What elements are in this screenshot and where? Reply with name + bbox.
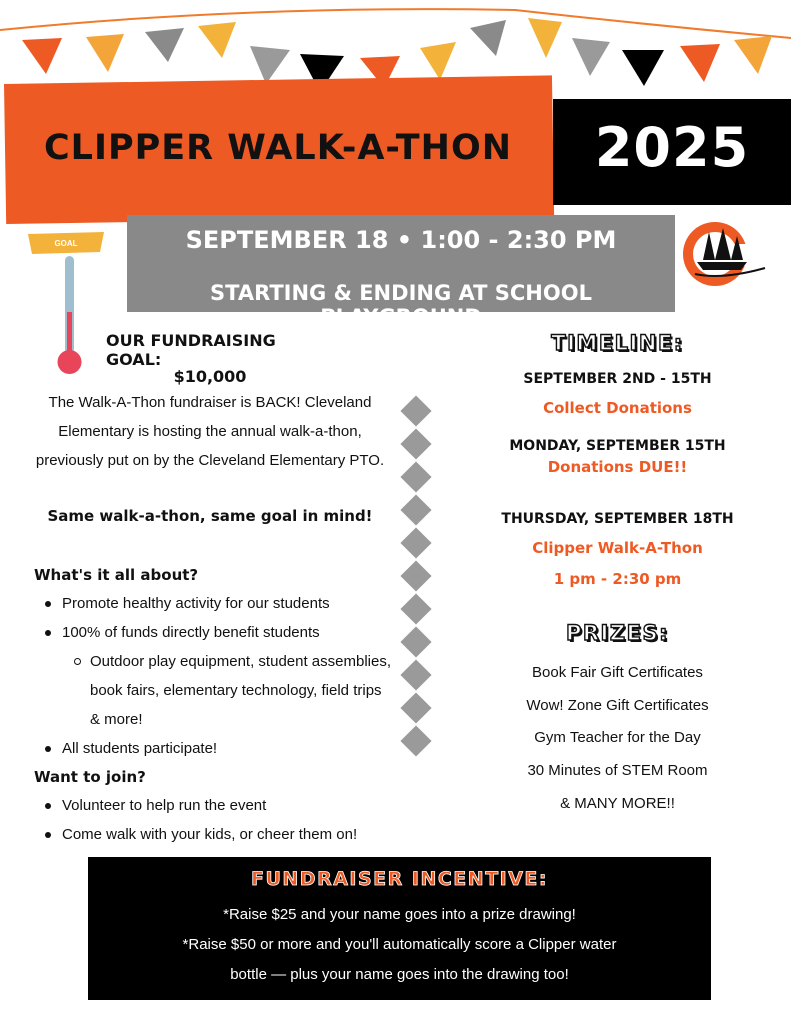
list-item: Volunteer to help run the event <box>34 791 394 820</box>
join-list <box>34 791 394 849</box>
timeline-event: Clipper Walk-A-Thon <box>532 539 703 557</box>
diamond-shape <box>400 692 431 723</box>
prizes-heading: PRIZES: <box>566 621 669 645</box>
diamond-divider <box>400 392 434 762</box>
timeline-date: SEPTEMBER 2ND - 15TH <box>523 371 712 387</box>
thermometer-icon <box>28 228 108 378</box>
intro-line: The Walk-A-Thon fundraiser is BACK! Cleveland <box>48 394 372 411</box>
incentive-heading: FUNDRAISER INCENTIVE: <box>251 868 548 890</box>
list-item-continued: book fairs, elementary technology, field trips <box>90 682 382 699</box>
about-list <box>34 589 394 763</box>
diamond-shape <box>400 395 431 426</box>
list-item: Promote healthy activity for our students <box>34 589 394 618</box>
timeline-event: Donations DUE!! <box>547 458 688 476</box>
prize-item: 30 Minutes of STEM Room <box>527 762 708 779</box>
event-title: CLIPPER WALK-A-THON <box>43 128 513 168</box>
diamond-shape <box>400 725 431 756</box>
about-heading: What's it all about? <box>34 566 199 584</box>
list-item-continued: & more! <box>90 711 143 728</box>
timeline-event: Collect Donations <box>543 399 692 417</box>
diamond-shape <box>400 527 431 558</box>
fundraising-goal-amount: $10,000 <box>173 367 247 386</box>
intro-line: previously put on by the Cleveland Elementary PTO. <box>35 452 385 469</box>
timeline-event-time: 1 pm - 2:30 pm <box>553 570 682 588</box>
incentive-line: bottle — plus your name goes into the drawing too! <box>230 966 569 983</box>
incentive-line: *Raise $50 or more and you'll automatically score a Clipper water <box>182 936 617 953</box>
prize-item: Wow! Zone Gift Certificates <box>526 697 709 714</box>
diamond-shape <box>400 593 431 624</box>
diamond-shape <box>400 659 431 690</box>
list-item: Outdoor play equipment, student assemblies, <box>34 647 394 676</box>
event-date-time: SEPTEMBER 18 • 1:00 - 2:30 PM <box>185 226 617 254</box>
diamond-shape <box>400 428 431 459</box>
join-heading: Want to join? <box>34 768 146 786</box>
timeline-date: MONDAY, SEPTEMBER 15TH <box>509 438 726 454</box>
diamond-shape <box>400 461 431 492</box>
prize-item: Book Fair Gift Certificates <box>532 664 703 681</box>
timeline-date: THURSDAY, SEPTEMBER 18TH <box>501 511 734 527</box>
intro-line: Elementary is hosting the annual walk-a-thon, <box>58 423 362 440</box>
incentive-line: *Raise $25 and your name goes into a prize drawing! <box>223 906 576 923</box>
intro-paragraph <box>32 388 388 475</box>
clipper-ship-logo <box>677 218 767 290</box>
event-location: STARTING & ENDING AT SCHOOL PLAYGROUND <box>210 281 592 329</box>
prize-item: & MANY MORE!! <box>560 795 675 812</box>
list-item: 100% of funds directly benefit students <box>34 618 394 647</box>
fundraising-goal-title: OUR FUNDRAISING GOAL: <box>106 331 276 369</box>
prize-item: Gym Teacher for the Day <box>534 729 701 746</box>
timeline-heading: TIMELINE: <box>551 331 684 355</box>
list-item: Come walk with your kids, or cheer them on! <box>34 820 394 849</box>
goal-label: GOAL <box>54 239 78 248</box>
diamond-shape <box>400 560 431 591</box>
event-year: 2025 <box>594 116 750 179</box>
diamond-shape <box>400 626 431 657</box>
tagline: Same walk-a-thon, same goal in mind! <box>47 507 373 525</box>
list-item: All students participate! <box>34 734 394 763</box>
diamond-shape <box>400 494 431 525</box>
